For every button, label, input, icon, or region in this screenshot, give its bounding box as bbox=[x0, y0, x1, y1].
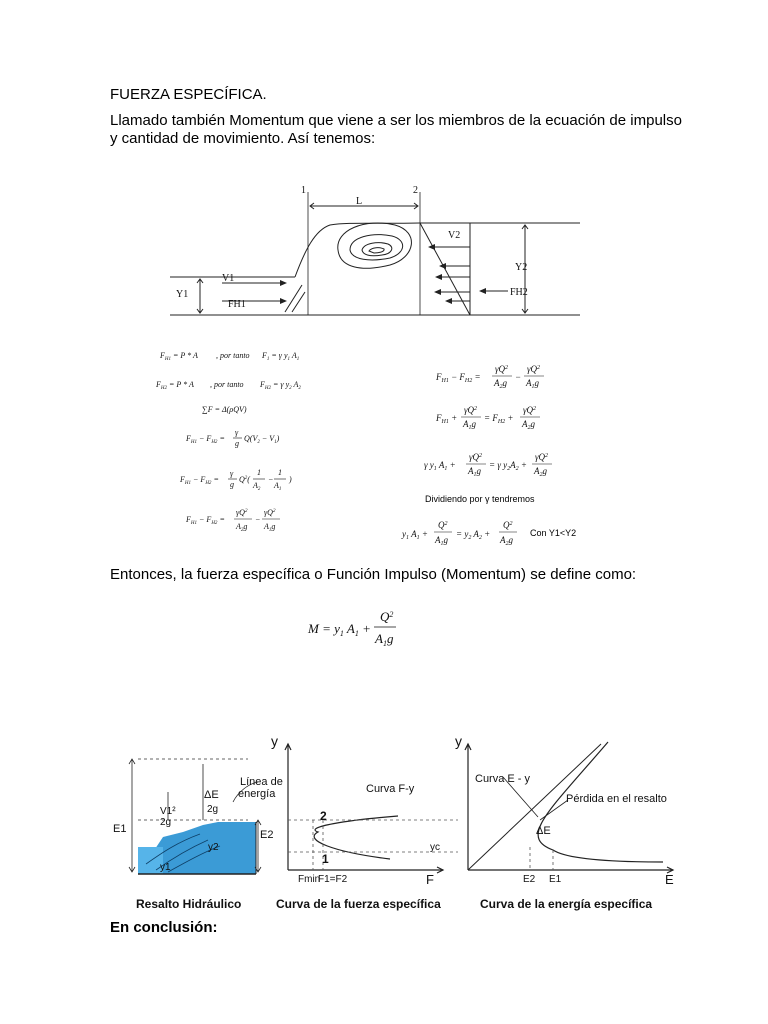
svg-text:A1: $A_1$ bbox=[274, 481, 282, 492]
equations-right bbox=[390, 355, 630, 550]
svg-text:A1g: $A_1g$ bbox=[264, 522, 276, 533]
svg-text:A1g: $A_1g$ bbox=[463, 419, 476, 431]
svg-text:FH2 = P * A: $F_{H2} = P * A$ bbox=[156, 380, 194, 391]
e2-axis-label: E2 bbox=[523, 874, 536, 885]
intro-line-1: Llamado también Momentum que viene a ser los miembros de la ecuación de impulso bbox=[110, 112, 682, 129]
v1-label: V1 bbox=[222, 273, 235, 284]
svg-text:FH1 +: $F_{H1}$ + bbox=[436, 413, 458, 425]
momentum-equation bbox=[300, 605, 410, 650]
svg-text:Q2: $Q^2$ bbox=[438, 520, 448, 530]
section-title: FUERZA ESPECÍFICA. bbox=[110, 86, 267, 103]
y2-label: Y2 bbox=[515, 262, 528, 273]
svg-text:A2g: $A_2g$ bbox=[500, 535, 513, 547]
f-axis-label: F bbox=[426, 872, 434, 887]
point-1-label: 1 bbox=[322, 852, 329, 866]
condition-text: Con Y1<Y2 bbox=[530, 528, 577, 538]
y-axis-1: y bbox=[271, 733, 278, 749]
f1f2-label: F1=F2 bbox=[318, 874, 348, 885]
svg-text:= FH2 +: = $F_{H2}$ + bbox=[484, 413, 514, 425]
svg-text:FH1 − FH2 =: $F_{H1} - F_{H2}$ = bbox=[436, 372, 481, 384]
svg-text:γ: γ bbox=[235, 428, 239, 437]
section-2-label: 2 bbox=[413, 185, 418, 196]
svg-text:A1g: $A_1g$ bbox=[375, 631, 394, 648]
fh2-label: FH2 bbox=[510, 287, 528, 298]
svg-text:γQ2: $\gamma Q^2$ bbox=[236, 508, 248, 517]
svg-text:−: − bbox=[515, 372, 522, 382]
svg-text:γQ2: $\gamma Q^2$ bbox=[464, 405, 478, 415]
point-2-label: 2 bbox=[320, 809, 327, 823]
definition-text: Entonces, la fuerza específica o Función Impulso (Momentum) se define como: bbox=[110, 566, 637, 583]
svg-text:Q2(: $Q^2$( bbox=[239, 475, 250, 484]
svg-text:γQ2: $\gamma Q^2$ bbox=[527, 364, 541, 374]
section-1-label: 1 bbox=[301, 185, 306, 196]
e1-label: E1 bbox=[113, 823, 127, 835]
perdida-label: Pérdida en el resalto bbox=[566, 793, 667, 805]
svg-text:A2g: $A_2g$ bbox=[534, 466, 547, 478]
v1sq-label: V1² bbox=[160, 806, 176, 817]
conclusion-heading: En conclusión: bbox=[110, 919, 218, 936]
svg-text:γ y1 A1 +: γ $y_1$ $A_1$ + bbox=[424, 460, 456, 472]
delta-e-label-1: ΔE bbox=[204, 789, 219, 801]
hydraulic-jump-sketch bbox=[170, 180, 580, 325]
svg-text:= y2 A2 +: = $y_2$ $A_2$ + bbox=[456, 529, 491, 541]
caption-fuerza: Curva de la fuerza específica bbox=[276, 897, 441, 911]
svg-text:γQ2: $\gamma Q^2$ bbox=[469, 452, 483, 462]
linea-energia-2: energía bbox=[238, 788, 276, 800]
length-label: L bbox=[356, 196, 363, 207]
svg-text:Q(V2 − V1): $Q(V_2 - V_1)$ bbox=[244, 434, 280, 445]
svg-text:Q2: $Q^2$ bbox=[380, 609, 394, 624]
caption-resalto: Resalto Hidráulico bbox=[136, 897, 242, 911]
svg-text:FH1 − FH2 =: $F_{H1} - F_{H2}$ = bbox=[186, 434, 225, 445]
v2-label: V2 bbox=[448, 230, 461, 241]
svg-text:g: g bbox=[235, 439, 239, 448]
svg-text:= γ y2A2 +: = γ $y_2A_2$ + bbox=[489, 460, 527, 472]
svg-text:M = y1 A1 +: $M = y_1$ $A_1$ + bbox=[308, 621, 371, 638]
svg-text:γQ2: $\gamma Q^2$ bbox=[523, 405, 537, 415]
svg-text:FH2 = γ y2 A2: $F_{H2} = \gamma$ $y_2$ $A_2$ bbox=[260, 380, 301, 391]
e1-axis-label: E1 bbox=[549, 874, 562, 885]
e2-label: E2 bbox=[260, 829, 274, 841]
svg-text:FH1 = P * A: $F_{H1} = P * A$ bbox=[160, 351, 198, 362]
y1-label: y1 bbox=[160, 862, 171, 873]
svg-text:A1g: $A_1g$ bbox=[435, 535, 448, 547]
svg-text:γ: γ bbox=[230, 469, 234, 478]
specific-force-energy-figure bbox=[108, 722, 683, 917]
svg-text:1: 1 bbox=[278, 468, 282, 477]
svg-text:A1g: $A_1g$ bbox=[526, 378, 539, 390]
por-tanto-2: , por tanto bbox=[210, 380, 244, 389]
fmin-label: Fmin bbox=[298, 874, 321, 885]
svg-text:A2g: $A_2g$ bbox=[522, 419, 535, 431]
svg-text:γQ2: $\gamma Q^2$ bbox=[495, 364, 509, 374]
svg-text:A1g: $A_1g$ bbox=[468, 466, 481, 478]
curva-fy-label: Curva F-y bbox=[366, 783, 415, 795]
svg-text:FH1 − FH2 =: $F_{H1} - F_{H2}$ = bbox=[180, 475, 219, 486]
curva-ey-label: Curva E - y bbox=[475, 773, 531, 785]
svg-text:y1 A1 +: $y_1$ $A_1$ + bbox=[402, 529, 428, 541]
fh1-label: FH1 bbox=[228, 299, 246, 310]
svg-text:FH1 − FH2 =: $F_{H1} - F_{H2}$ = bbox=[186, 515, 225, 526]
svg-text:Q2: $Q^2$ bbox=[503, 520, 513, 530]
svg-text:γQ2: $\gamma Q^2$ bbox=[264, 508, 276, 517]
svg-text:F1 = γ y1 A1: $F_1 = \gamma$ $y_1$ $A_1$ bbox=[262, 351, 300, 362]
y-axis-2: y bbox=[455, 733, 462, 749]
svg-text:g: g bbox=[230, 480, 234, 489]
e-axis-label: E bbox=[665, 872, 674, 887]
dividiendo-text: Dividiendo por γ tendremos bbox=[425, 494, 535, 504]
intro-line-2: y cantidad de movimiento. Así tenemos: bbox=[110, 130, 376, 147]
por-tanto-1: , por tanto bbox=[216, 351, 250, 360]
svg-text:A2: $A_2$ bbox=[253, 481, 261, 492]
svg-text:γQ2: $\gamma Q^2$ bbox=[535, 452, 549, 462]
svg-text:−: − bbox=[255, 515, 261, 524]
equations-left bbox=[150, 342, 335, 542]
svg-text:1: 1 bbox=[257, 468, 261, 477]
svg-text:A2g: $A_2g$ bbox=[236, 522, 248, 533]
svg-text:A2g: $A_2g$ bbox=[494, 378, 507, 390]
two-g-label-2: 2g bbox=[207, 804, 219, 815]
delta-e-label-2: ΔE bbox=[536, 825, 551, 837]
svg-text:−: − bbox=[268, 475, 274, 484]
yc-label: yc bbox=[430, 842, 440, 853]
y1-label: Y1 bbox=[176, 289, 189, 300]
y2-label: y2 bbox=[208, 842, 219, 853]
two-g-label-1: 2g bbox=[160, 817, 172, 828]
linea-energia-1: Línea de bbox=[240, 776, 283, 788]
svg-text:∑F = Δ(ρQV): ∑F = Δ(ρQV) bbox=[202, 405, 247, 414]
svg-text:): ) bbox=[289, 475, 292, 484]
caption-energia: Curva de la energía específica bbox=[480, 897, 653, 911]
